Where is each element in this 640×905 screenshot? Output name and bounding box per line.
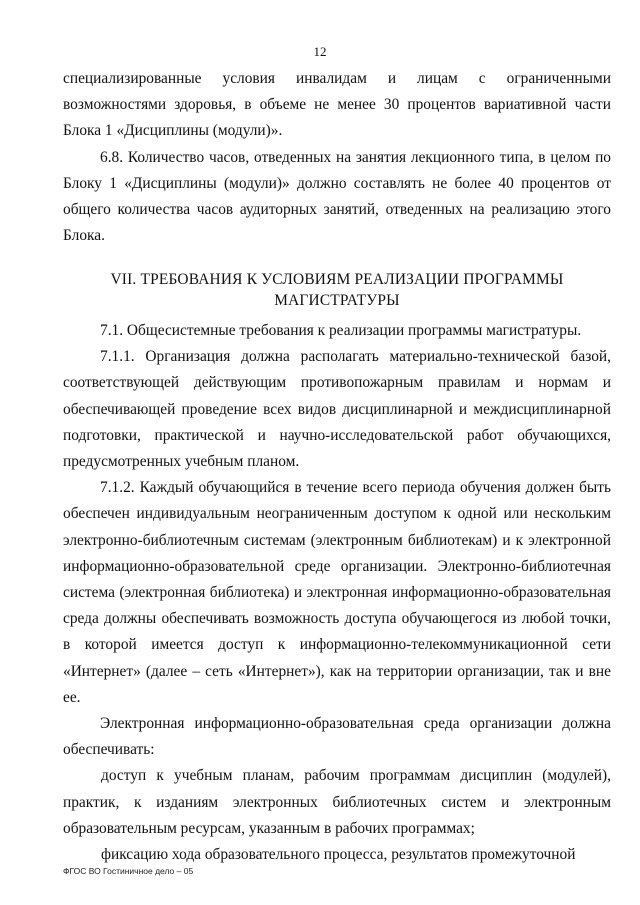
footer-note: ФГОС ВО Гостиничное дело – 05	[63, 866, 194, 876]
paragraph-7-1-2: 7.1.2. Каждый обучающийся в течение всего периода обучения должен быть обеспечен индивидуальным неограниченным доступом к одной или нескольким электронно-библиотечным системам (электронным библиотекам) и к электронной информационно-образовательной среде организации. Электронно-библиотечная система (электронная библиотека) и электронная информационно-образовательная среда должны обеспечивать возможность доступа обучающегося из любой точки, в которой имеется доступ к информационно-телекоммуникационной сети «Интернет» (далее – сеть «Интернет»), как на территории организации, так и вне ее.	[63, 479, 611, 706]
section-heading	[63, 269, 611, 311]
paragraph-access: доступ к учебным планам, рабочим программам дисциплин (модулей), практик, к изданиям электронных библиотечных систем и электронным образовательным ресурсам, указанным в рабочих программах;	[63, 767, 611, 837]
text-block-top	[63, 66, 611, 249]
paragraph-continuation: специализированные условия инвалидам и лицам с ограниченными возможностями здоровья, в объеме не менее 30 процентов вариативной части Блока 1 «Дисциплины (модули)».	[63, 70, 611, 140]
paragraph-fixation: фиксацию хода образовательного процесса, результатов промежуточной	[101, 846, 576, 864]
text-block-section7	[63, 318, 611, 868]
paragraph-7-1-1: 7.1.1. Организация должна располагать материально-технической базой, соответствующей действующим противопожарным правилам и нормам и обеспечивающей проведение всех видов дисциплинарной и междисциплинарной подготовки, практической и научно-исследовательской работ обучающихся, предусмотренных учебным планом.	[63, 348, 611, 471]
section-heading-line1: VII. ТРЕБОВАНИЯ К УСЛОВИЯМ РЕАЛИЗАЦИИ ПРОГРАММЫ	[110, 271, 564, 288]
paragraph-eios: Электронная информационно-образовательная среда организации должна обеспечивать:	[63, 715, 611, 759]
paragraph-7-1: 7.1. Общесистемные требования к реализации программы магистратуры.	[100, 322, 582, 339]
page-number: 12	[313, 44, 327, 59]
paragraph-6-8: 6.8. Количество часов, отведенных на занятия лекционного типа, в целом по Блоку 1 «Дисциплины (модули)» должно составлять не более 40 процентов от общего количества часов аудиторных занятий, отведенных на реализацию этого Блока.	[63, 148, 611, 245]
section-heading-line2: МАГИСТРАТУРЫ	[274, 292, 400, 309]
